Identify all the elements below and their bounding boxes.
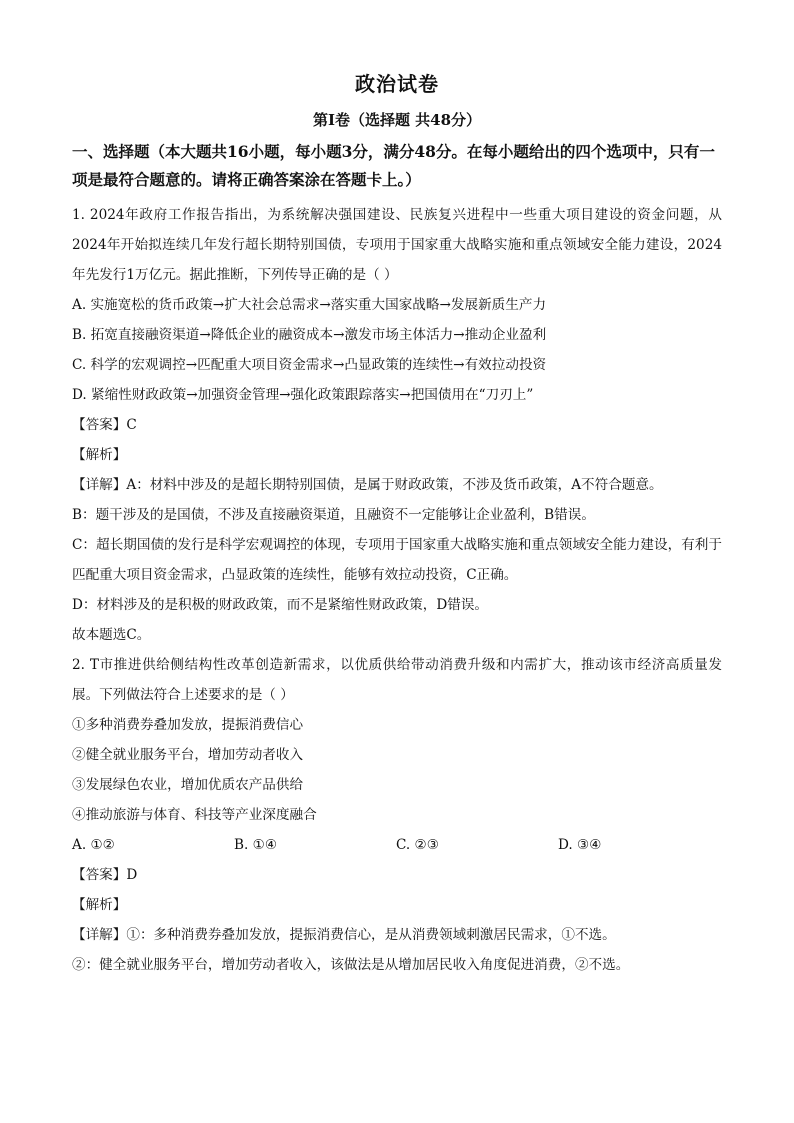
page-title: 政治试卷 (355, 72, 439, 96)
question-2-analysis-label: 【解析】 (72, 897, 127, 913)
question-2-item-4: ④推动旅游与体育、科技等产业深度融合 (72, 807, 317, 823)
question-1-detail-1: 【详解】A：材料中涉及的是超长期特别国债，是属于财政政策，不涉及货币政策，A不符合题意。 (72, 477, 663, 493)
question-1-conclusion: 故本题选C。 (72, 627, 151, 643)
question-1-answer: 【答案】C (72, 417, 137, 433)
question-1-option-b: B. 拓宽直接融资渠道→降低企业的融资成本→激发市场主体活力→推动企业盈利 (72, 327, 547, 343)
question-1-detail-4: D：材料涉及的是积极的财政政策，而不是紧缩性财政政策，D错误。 (72, 597, 489, 613)
question-1 (72, 200, 722, 650)
question-1-analysis-label: 【解析】 (72, 447, 127, 463)
question-2-detail-2: ②：健全就业服务平台，增加劳动者收入，该做法是从增加居民收入角度促进消费，②不选。 (72, 957, 630, 973)
question-1-option-c: C. 科学的宏观调控→匹配重大项目资金需求→凸显政策的连续性→有效拉动投资 (72, 357, 547, 373)
question-2-stem: 2. T市推进供给侧结构性改革创造新需求，以优质供给带动消费升级和内需扩大，推动该市经济高质量发展。下列做法符合上述要求的是（ ） (72, 657, 722, 703)
section-heading: 一、选择题（本大题共16小题，每小题3分，满分48分。在每小题给出的四个选项中，只有一项是最符合题意的。请将正确答案涂在答题卡上。） (72, 142, 715, 189)
question-1-stem: 1. 2024年政府工作报告指出，为系统解决强国建设、民族复兴进程中一些重大项目建设的资金问题，从2024年开始拟连续几年发行超长期特别国债，专项用于国家重大战略实施和重点领域安全能力建设，2024年先发行1万亿元。据此推断，下列传导正确的是（ ） (72, 207, 722, 283)
question-1-detail-2: B：题干涉及的是国债，不涉及直接融资渠道，且融资不一定能够让企业盈利，B错误。 (72, 507, 595, 523)
question-2-item-2: ②健全就业服务平台，增加劳动者收入 (72, 747, 304, 763)
question-2-choice-a: A. ①② (72, 837, 115, 853)
part-title: 第Ⅰ卷（选择题 共48分） (312, 111, 482, 129)
question-1-option-a: A. 实施宽松的货币政策→扩大社会总需求→落实重大国家战略→发展新质生产力 (72, 297, 547, 313)
question-2-answer: 【答案】D (72, 867, 138, 883)
question-2-choices (72, 830, 722, 860)
question-2-choice-b: B. ①④ (234, 837, 278, 853)
question-1-detail-3: C：超长期国债的发行是科学宏观调控的体现，专项用于国家重大战略实施和重点领域安全能力建设，有利于匹配重大项目资金需求，凸显政策的连续性，能够有效拉动投资，C正确。 (72, 537, 722, 583)
question-2-choice-c: C. ②③ (396, 837, 439, 853)
question-2-detail-1: 【详解】①：多种消费券叠加发放，提振消费信心，是从消费领域刺激居民需求，①不选。 (72, 927, 616, 943)
question-1-option-d: D. 紧缩性财政政策→加强资金管理→强化政策跟踪落实→把国债用在“刀刃上” (72, 387, 534, 403)
question-2-choice-d: D. ③④ (558, 837, 602, 853)
question-2 (72, 650, 722, 980)
question-2-item-3: ③发展绿色农业，增加优质农产品供给 (72, 777, 304, 793)
question-2-item-1: ①多种消费券叠加发放，提振消费信心 (72, 717, 304, 733)
